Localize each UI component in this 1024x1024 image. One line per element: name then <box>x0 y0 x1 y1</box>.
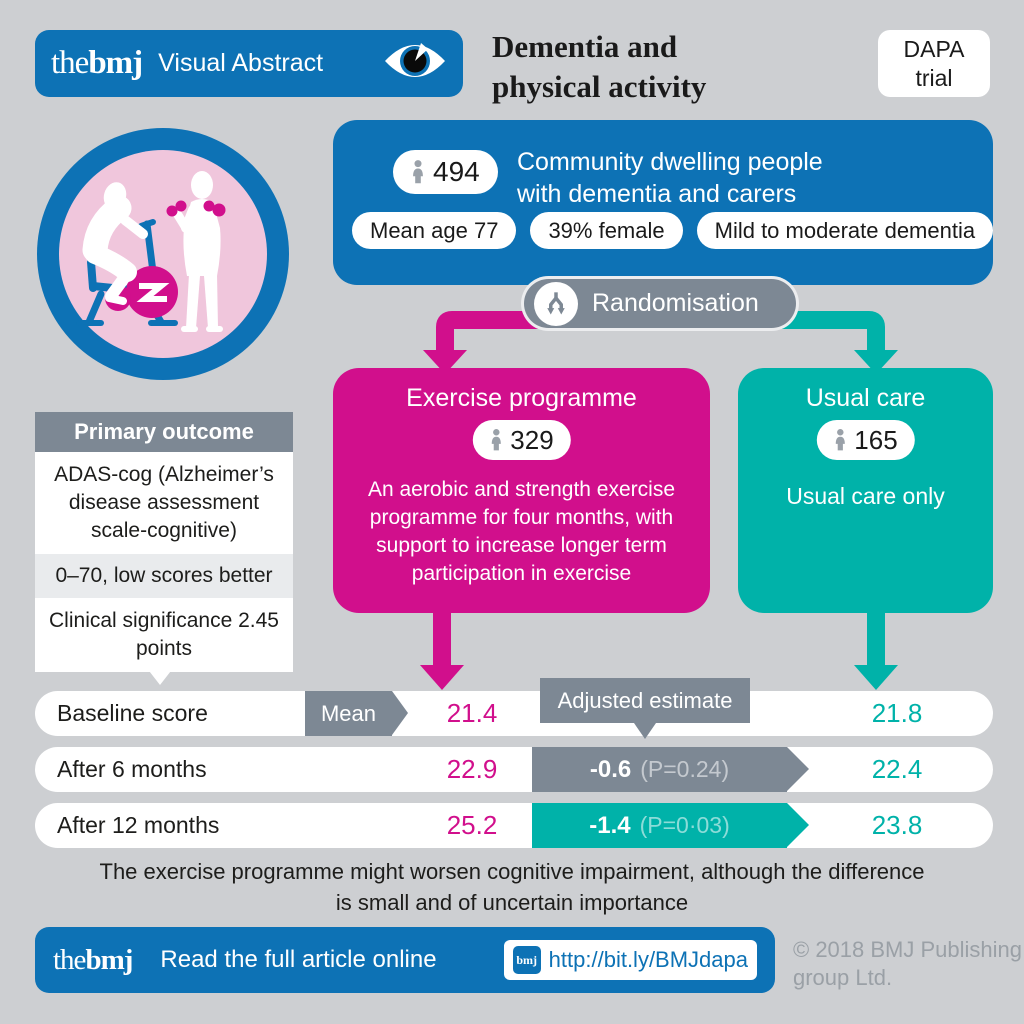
row-label: Baseline score <box>57 700 208 726</box>
page-title: Dementia and physical activity <box>492 29 707 104</box>
primary-outcome-scale: 0–70, low scores better <box>35 554 293 598</box>
branch-arrows-icon <box>534 282 578 326</box>
article-link[interactable] <box>504 940 757 980</box>
12mo-adjusted-estimate: -1.4 (P=0·03) <box>532 803 787 848</box>
exercise-count-pill <box>472 420 570 460</box>
baseline-exercise-value: 21.4 <box>446 698 498 728</box>
result-row-6-months <box>35 747 993 792</box>
person-icon <box>833 429 846 451</box>
exercise-description: An aerobic and strength exercise programme for four months, with support to increase longer term participation in exercise <box>367 478 675 585</box>
exercise-illustration <box>35 126 291 382</box>
usual-care-count: 165 <box>854 424 898 455</box>
exercise-arm-box <box>333 368 710 613</box>
primary-outcome-header: Primary outcome <box>35 412 293 452</box>
baseline-usual-value: 21.8 <box>871 698 923 728</box>
adjusted-estimate-label: Adjusted estimate <box>540 678 750 723</box>
usual-care-arm-title: Usual care <box>805 384 926 412</box>
adjusted-estimate-pointer <box>634 723 656 739</box>
12mo-exercise-value: 25.2 <box>446 810 498 840</box>
bmj-mini-icon: bmj <box>513 946 541 974</box>
primary-outcome-significance: Clinical significance 2.45 points <box>35 598 293 672</box>
6mo-exercise-value: 22.9 <box>446 754 498 784</box>
bmj-logo: thebmj <box>51 45 143 81</box>
6mo-usual-value: 22.4 <box>871 754 923 784</box>
conclusion-text: The exercise programme might worsen cognitive impairment, although the difference is small and of uncertain importance <box>99 859 925 915</box>
6mo-adjusted-estimate: -0.6 (P=0.24) <box>532 747 787 792</box>
trial-badge: DAPA trial <box>878 30 990 97</box>
pill-female-pct: 39% female <box>530 212 682 249</box>
person-icon <box>411 160 425 184</box>
result-row-12-months <box>35 803 993 848</box>
usual-care-count-pill <box>816 420 914 460</box>
randomisation-label: Randomisation <box>592 289 759 317</box>
visual-abstract-label: Visual Abstract <box>158 49 324 77</box>
exercise-count: 329 <box>510 424 554 455</box>
primary-outcome-measure: ADAS-cog (Alzheimer’s disease assessment scale-cognitive) <box>35 452 293 554</box>
bmj-brand-banner <box>35 30 463 97</box>
bmj-logo: thebmj <box>53 943 133 976</box>
randomisation-pill <box>521 276 799 331</box>
population-count-pill <box>393 150 498 194</box>
eye-icon <box>383 39 447 88</box>
usual-care-description: Usual care only <box>786 483 945 509</box>
row-label: After 12 months <box>57 812 220 838</box>
person-icon <box>489 429 502 451</box>
article-url[interactable]: http://bit.ly/BMJdapa <box>548 947 748 972</box>
copyright: © 2018 BMJ Publishing group Ltd. <box>793 937 1023 990</box>
12mo-usual-value: 23.8 <box>871 810 923 840</box>
population-characteristics <box>352 212 993 249</box>
primary-outcome-panel <box>35 412 293 672</box>
mean-tag: Mean <box>305 691 392 736</box>
population-description: Community dwelling people with dementia and carers <box>517 148 823 208</box>
result-row-baseline <box>35 691 993 736</box>
population-count: 494 <box>433 156 480 187</box>
population-box <box>333 120 993 285</box>
usual-care-arm-box <box>738 368 993 613</box>
footer-cta: Read the full article online <box>160 946 437 973</box>
pill-severity: Mild to moderate dementia <box>697 212 993 249</box>
footer-banner <box>35 927 775 993</box>
pill-mean-age: Mean age 77 <box>352 212 516 249</box>
row-label: After 6 months <box>57 756 207 782</box>
primary-outcome-pointer <box>146 667 174 685</box>
exercise-arm-title: Exercise programme <box>406 384 637 412</box>
